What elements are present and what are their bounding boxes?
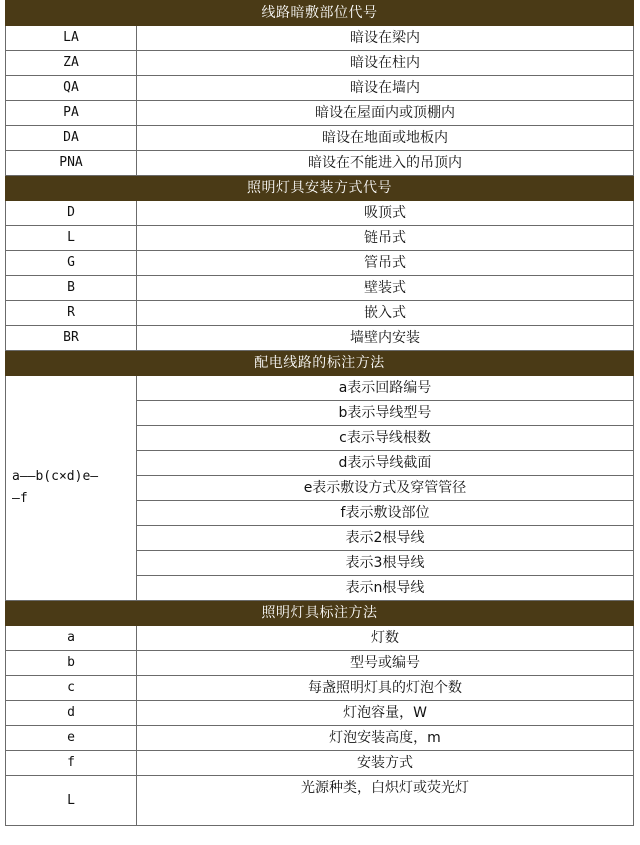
code-cell: c: [6, 676, 137, 701]
code-cell: L: [6, 776, 137, 826]
code-cell: DA: [6, 126, 137, 151]
table-row: [6, 51, 634, 76]
description-cell: 安装方式: [137, 751, 634, 776]
formula-line-1: a——b(c×d)e—: [12, 469, 99, 484]
table-row: [6, 651, 634, 676]
table-row: [6, 701, 634, 726]
table-row: [6, 376, 634, 401]
description-cell: c表示导线根数: [137, 426, 634, 451]
description-cell: 灯泡容量，W: [137, 701, 634, 726]
section-header-lamp-notation: 照明灯具标注方法: [6, 601, 634, 626]
table-row: [6, 301, 634, 326]
description-cell: 表示3根导线: [137, 551, 634, 576]
table-row: [6, 126, 634, 151]
table-row: [6, 676, 634, 701]
description-cell: 吸顶式: [137, 201, 634, 226]
table-row: [6, 151, 634, 176]
table-row: [6, 276, 634, 301]
description-cell: 表示n根导线: [137, 576, 634, 601]
code-cell: e: [6, 726, 137, 751]
description-cell: d表示导线截面: [137, 451, 634, 476]
code-cell: a: [6, 626, 137, 651]
description-cell: e表示敷设方式及穿管管径: [137, 476, 634, 501]
description-cell: 暗设在墙内: [137, 76, 634, 101]
code-cell: f: [6, 751, 137, 776]
code-cell: ZA: [6, 51, 137, 76]
description-cell: 壁装式: [137, 276, 634, 301]
table-row: [6, 726, 634, 751]
table-row: [6, 626, 634, 651]
symbol-table: [5, 0, 634, 826]
code-cell: LA: [6, 26, 137, 51]
description-cell: 表示2根导线: [137, 526, 634, 551]
table-row: [6, 76, 634, 101]
description-cell: b表示导线型号: [137, 401, 634, 426]
description-cell: 型号或编号: [137, 651, 634, 676]
table-row: [6, 251, 634, 276]
description-cell: 嵌入式: [137, 301, 634, 326]
section-header-lamp-mounting: 照明灯具安装方式代号: [6, 176, 634, 201]
code-cell: D: [6, 201, 137, 226]
description-cell: 暗设在梁内: [137, 26, 634, 51]
code-cell: PNA: [6, 151, 137, 176]
code-cell: d: [6, 701, 137, 726]
description-cell: 暗设在柱内: [137, 51, 634, 76]
code-cell: L: [6, 226, 137, 251]
table-row: [6, 26, 634, 51]
description-cell: 暗设在屋面内或顶棚内: [137, 101, 634, 126]
table-row: [6, 201, 634, 226]
table-row: [6, 751, 634, 776]
code-cell: PA: [6, 101, 137, 126]
notation-formula-cell: [6, 376, 137, 601]
description-cell: f表示敷设部位: [137, 501, 634, 526]
description-cell: 暗设在不能进入的吊顶内: [137, 151, 634, 176]
code-cell: B: [6, 276, 137, 301]
table-row: [6, 101, 634, 126]
description-cell: 管吊式: [137, 251, 634, 276]
section-header-concealed-wiring: 线路暗敷部位代号: [6, 1, 634, 26]
code-cell: b: [6, 651, 137, 676]
description-cell: 光源种类，白炽灯或荧光灯: [137, 776, 634, 826]
description-cell: 每盏照明灯具的灯泡个数: [137, 676, 634, 701]
description-cell: 灯数: [137, 626, 634, 651]
description-cell: a表示回路编号: [137, 376, 634, 401]
description-cell: 灯泡安装高度，m: [137, 726, 634, 751]
table-row: [6, 326, 634, 351]
description-cell: 链吊式: [137, 226, 634, 251]
section-header-distribution-line-notation: 配电线路的标注方法: [6, 351, 634, 376]
description-cell: 墙壁内安装: [137, 326, 634, 351]
code-cell: QA: [6, 76, 137, 101]
table-row: [6, 226, 634, 251]
code-cell: BR: [6, 326, 137, 351]
code-cell: G: [6, 251, 137, 276]
table-row: [6, 776, 634, 826]
description-cell: 暗设在地面或地板内: [137, 126, 634, 151]
code-cell: R: [6, 301, 137, 326]
formula-line-2: —f: [12, 491, 28, 506]
